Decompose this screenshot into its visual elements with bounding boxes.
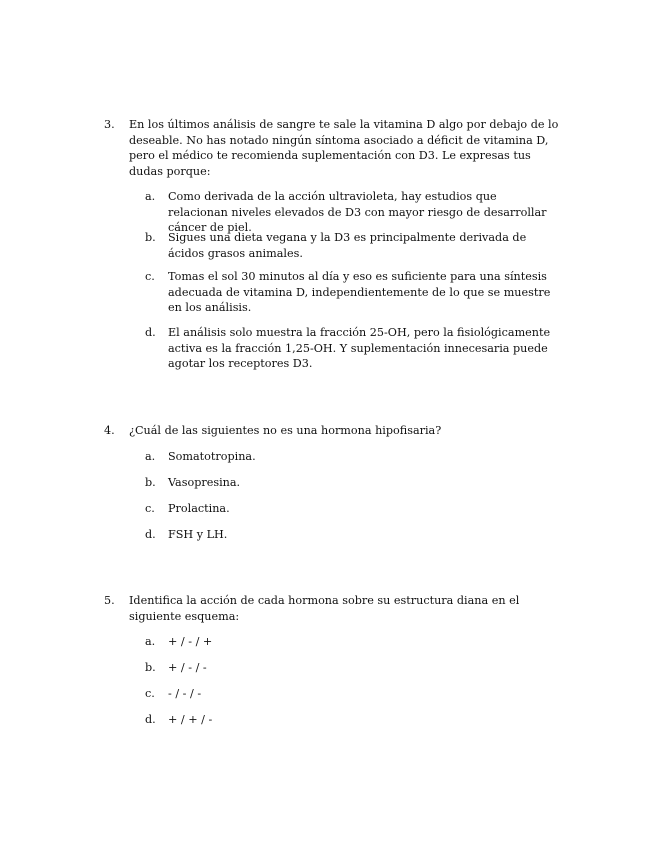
question-number: 4. — [104, 424, 115, 437]
option-text: Somatotropina. — [168, 450, 256, 463]
option-letter: d. — [145, 326, 156, 339]
option-text: + / - / + — [168, 635, 213, 648]
option-text: Vasopresina. — [168, 476, 241, 489]
question-text: ¿Cuál de las siguientes no es una hormona hipofisaria? — [129, 424, 442, 437]
option-letter: a. — [145, 190, 156, 203]
option-text: El análisis solo muestra la fracción 25-OH, pero la fisiológicamente activa es la fracción 1,25-OH. Y suplementación innecesaria puede agotar los receptores D3. — [168, 326, 551, 371]
option-letter: c. — [145, 270, 155, 283]
option-letter: a. — [145, 450, 156, 463]
question-number: 5. — [104, 594, 115, 607]
option-text: Prolactina. — [168, 502, 230, 515]
question-text: Identifica la acción de cada hormona sobre su estructura diana en el siguiente esquema: — [129, 594, 520, 623]
option-text: Sigues una dieta vegana y la D3 es principalmente derivada de ácidos grasos animales. — [168, 231, 527, 260]
option-letter: c. — [145, 687, 155, 700]
option-letter: d. — [145, 713, 156, 726]
option-text: - / - / - — [168, 687, 202, 700]
option-text: FSH y LH. — [168, 528, 228, 541]
option-letter: a. — [145, 635, 156, 648]
question-number: 3. — [104, 118, 115, 131]
option-text: + / - / - — [168, 661, 207, 674]
option-text: + / + / - — [168, 713, 213, 726]
option-letter: b. — [145, 661, 156, 674]
question-text: En los últimos análisis de sangre te sale la vitamina D algo por debajo de lo deseable. No has notado ningún síntoma asociado a déficit de vitamina D, pero el médico te recomienda suplementación con D3. Le expresas tus dudas porque: — [129, 118, 559, 178]
option-letter: c. — [145, 502, 155, 515]
option-letter: d. — [145, 528, 156, 541]
option-letter: b. — [145, 476, 156, 489]
option-letter: b. — [145, 231, 156, 244]
option-text: Tomas el sol 30 minutos al día y eso es suficiente para una síntesis adecuada de vitamina D, independientemente de lo que se muestre en los análisis. — [168, 270, 551, 315]
option-text: Como derivada de la acción ultravioleta, hay estudios que relacionan niveles elevados de D3 con mayor riesgo de desarrollar cáncer de piel. — [168, 190, 547, 235]
